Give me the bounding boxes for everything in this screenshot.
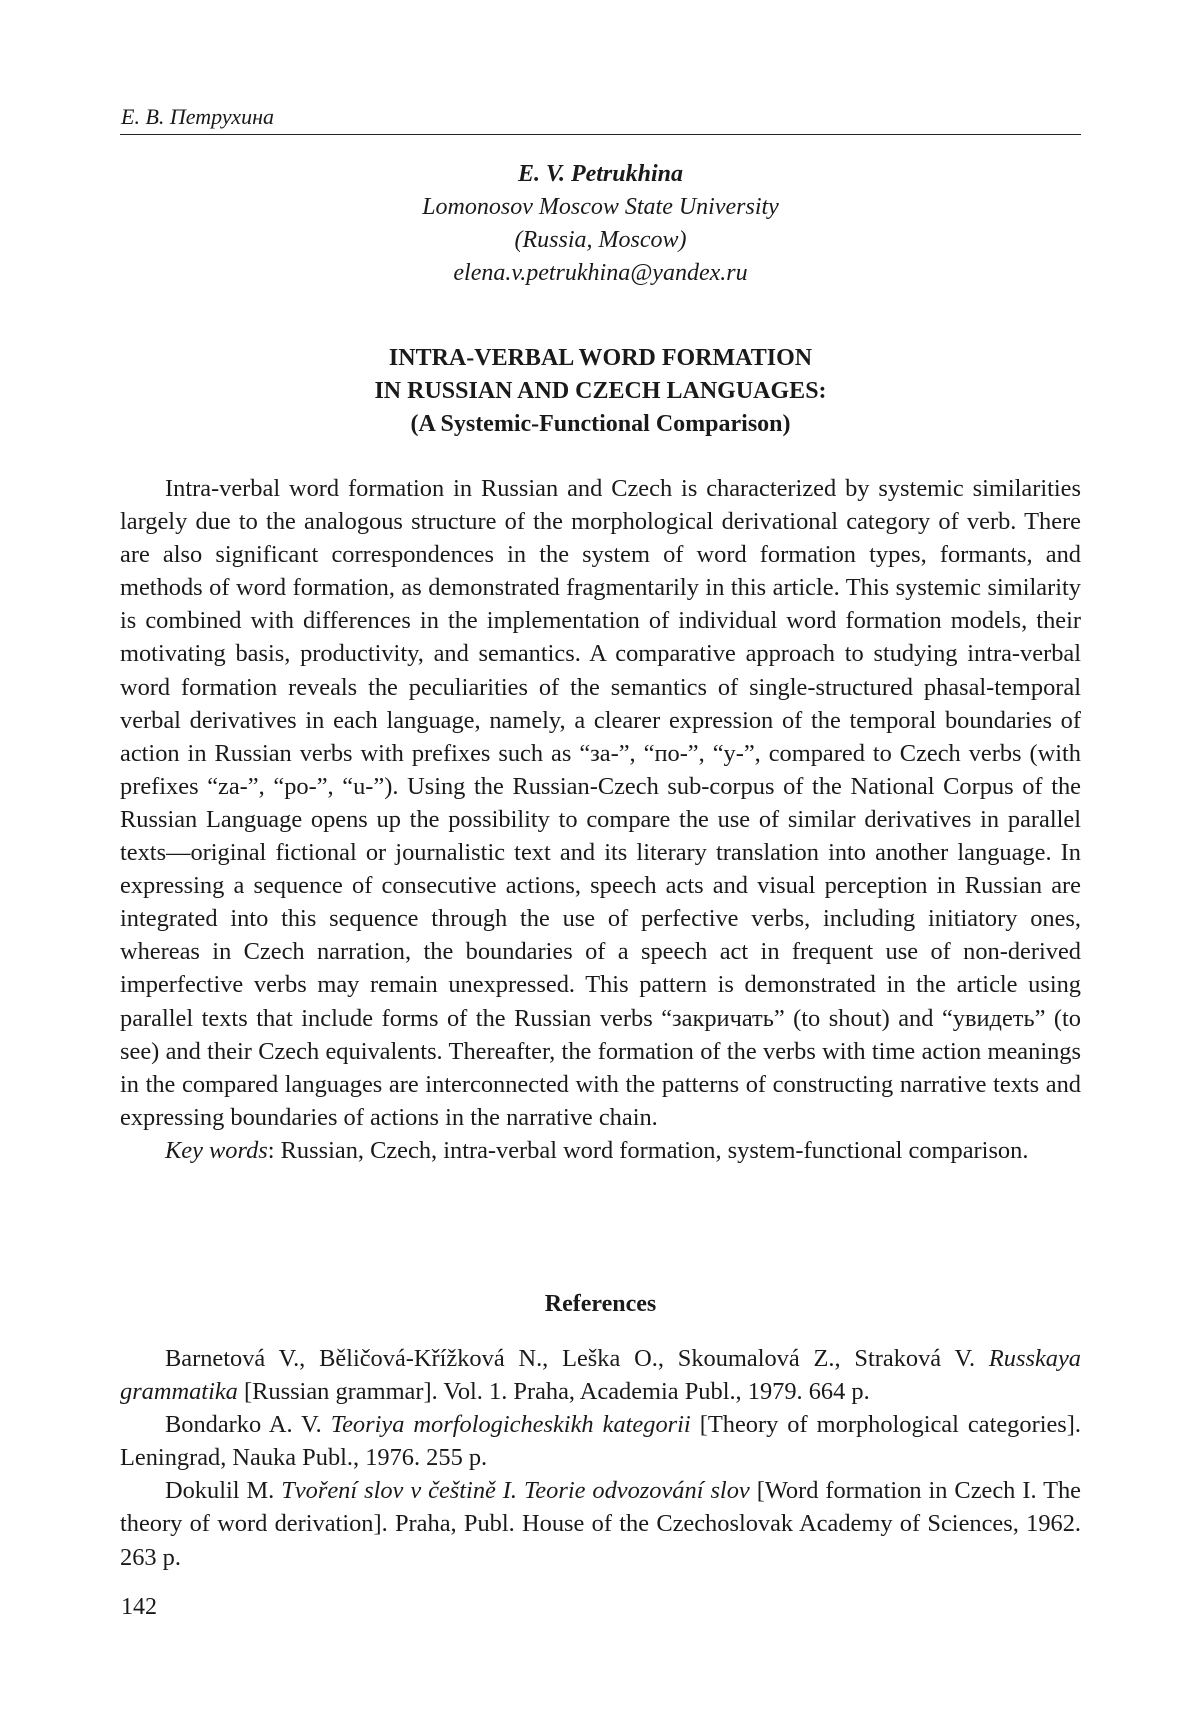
title-line-1: INTRA-VERBAL WORD FORMATION — [388, 345, 813, 371]
running-head: Е. В. Петрухина — [121, 104, 274, 129]
reference-title: Tvoření slov v češtině I. Teorie odvozování slov — [281, 1477, 750, 1505]
reference-authors: Dokulil M. — [165, 1477, 282, 1505]
author-affiliation: Lomonosov Moscow State University — [422, 194, 779, 220]
reference-title: Teoriya morfologicheskikh kategorii — [330, 1411, 691, 1439]
title-line-2: IN RUSSIAN AND CZECH LANGUAGES: — [374, 378, 827, 404]
reference-details: [Word formation in Czech I. The theory of word derivation]. Praha, Publ. House of the Czechoslovak Academy of Sciences, 1962. 263 p. — [120, 1477, 1081, 1571]
author-block — [120, 158, 1081, 290]
keywords-label: Key words — [165, 1136, 268, 1164]
author-location: (Russia, Moscow) — [514, 227, 687, 253]
header-rule — [120, 134, 1081, 135]
author-email: elena.v.petrukhina@yandex.ru — [453, 260, 748, 286]
author-name: E. V. Petrukhina — [518, 161, 683, 187]
title-line-3: (A Systemic-Functional Comparison) — [410, 411, 791, 437]
reference-details: [Theory of morphological categories]. Leningrad, Nauka Publ., 1976. 255 p. — [120, 1411, 1082, 1472]
page-number: 142 — [121, 1594, 157, 1620]
abstract-text: Intra-verbal word formation in Russian and Czech is characterized by systemic similarities largely due to the analogous structure of the morphological derivational category of verb. There are also significant correspondences in the system of word formation types, formants, and methods of word formation, as demonstrated fragmentarily in this article. This systemic similarity is combined with differences in the implementation of individual word formation models, their motivating basis, productivity, and semantics. A comparative approach to studying intra-verbal word formation reveals the peculiarities of the semantics of single-structured phasal-temporal verbal derivatives in each language, namely, a clearer expression of the temporal boundaries of action in Russian verbs with prefixes such as “за-”, “по-”, “у-”, compared to Czech verbs (with prefixes “za-”, “po-”, “u-”). Using the Russian-Czech sub-corpus of the National Corpus of the Russian Language opens up the possibility to compare the use of similar derivatives in parallel texts—original fictional or journalistic text and its literary translation into another language. In expressing a sequence of consecutive actions, speech acts and visual perception in Russian are integrated into this sequence through the use of perfective verbs, including initiatory ones, whereas in Czech narration, the boundaries of a speech act in frequent use of non-derived imperfective verbs may remain unexpressed. This pattern is demonstrated in the article using parallel texts that include forms of the Russian verbs “закричать” (to shout) and “увидеть” (to see) and their Czech equivalents. Thereafter, the formation of the verbs with time action meanings in the compared languages are interconnected with the patterns of constructing narrative texts and expressing boundaries of actions in the narrative chain. — [120, 475, 1081, 1131]
reference-authors: Bondarko A. V. — [165, 1411, 331, 1439]
keywords — [120, 1134, 1081, 1167]
reference-item — [120, 1342, 1081, 1408]
reference-item — [120, 1408, 1081, 1474]
reference-item — [120, 1474, 1081, 1573]
reference-authors: Barnetová V., Běličová-Křížková N., Leška O., Skoumalová Z., Straková V. — [165, 1345, 989, 1372]
article-title — [120, 342, 1081, 441]
reference-title: Russkaya grammatika — [120, 1345, 1081, 1406]
keywords-text: : Russian, Czech, intra-verbal word formation, system-functional comparison. — [267, 1136, 1029, 1164]
abstract — [120, 472, 1081, 1167]
references-heading: References — [544, 1291, 657, 1317]
references-list — [120, 1342, 1081, 1574]
reference-details: [Russian grammar]. Vol. 1. Praha, Academia Publ., 1979. 664 p. — [237, 1378, 870, 1406]
